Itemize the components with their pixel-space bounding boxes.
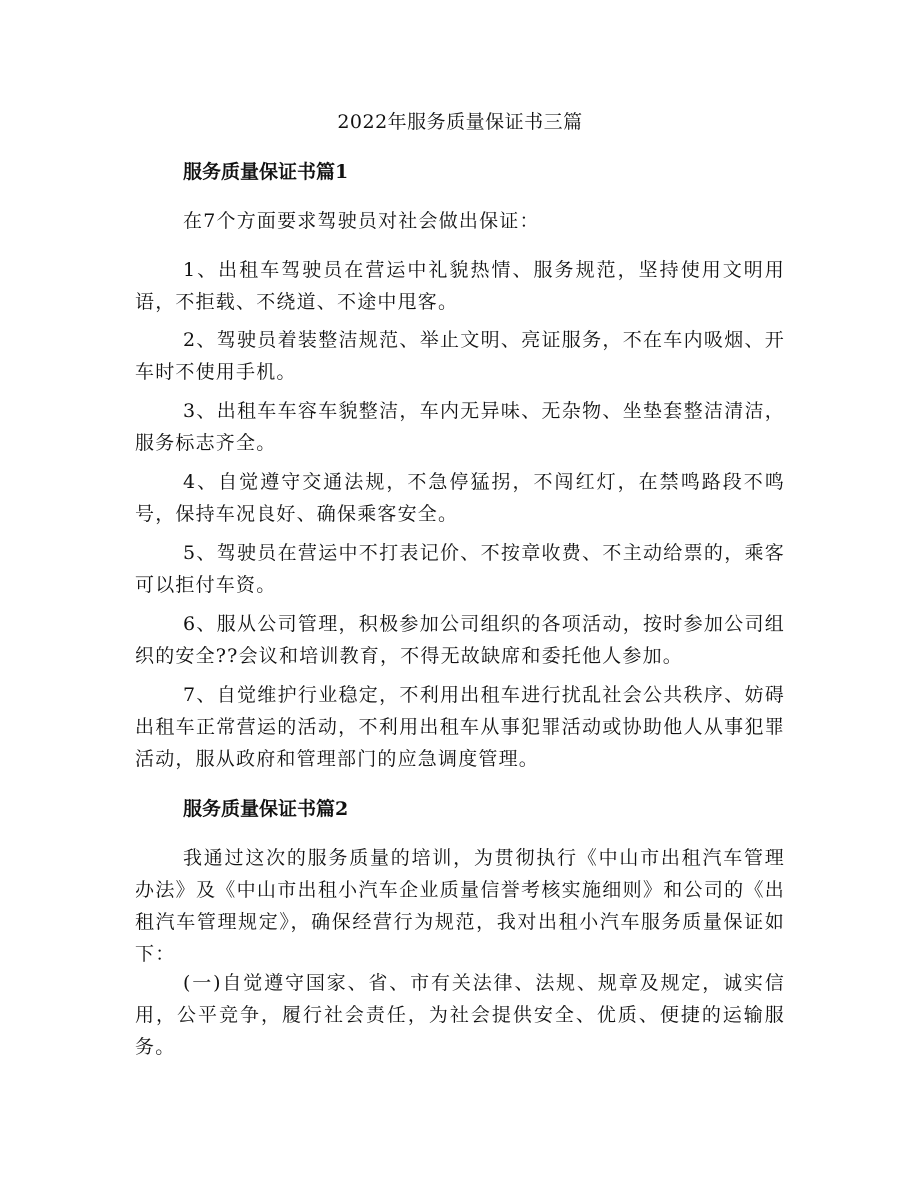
section1-item-1: 1、出租车驾驶员在营运中礼貌热情、服务规范，坚持使用文明用语，不拒载、不绕道、不途中甩客。: [135, 259, 785, 313]
section1-item-5: 5、驾驶员在营运中不打表记价、不按章收费、不主动给票的，乘客可以拒付车资。: [135, 542, 785, 596]
section1-item-4: 4、自觉遵守交通法规，不急停猛拐，不闯红灯，在禁鸣路段不鸣号，保持车况良好、确保乘客安全。: [135, 471, 785, 525]
section1-item-7: 7、自觉维护行业稳定，不利用出租车进行扰乱社会公共秩序、妨碍出租车正常营运的活动，不利用出租车从事犯罪活动或协助他人从事犯罪活动，服从政府和管理部门的应急调度管理。: [135, 684, 785, 770]
section1-item-2: 2、驾驶员着装整洁规范、举止文明、亮证服务，不在车内吸烟、开车时不使用手机。: [135, 329, 785, 383]
section2-item-1: (一)自觉遵守国家、省、市有关法律、法规、规章及规定，诚实信用，公平竞争，履行社会责任，为社会提供安全、优质、便捷的运输服务。: [135, 972, 785, 1058]
document-title: 2022年服务质量保证书三篇: [337, 111, 583, 133]
section1-item-6: 6、服从公司管理，积极参加公司组织的各项活动，按时参加公司组织的安全??会议和培训教育，不得无故缺席和委托他人参加。: [135, 613, 785, 667]
section2-intro: 我通过这次的服务质量的培训，为贯彻执行《中山市出租汽车管理办法》及《中山市出租小汽车企业质量信誉考核实施细则》和公司的《出租汽车管理规定》，确保经营行为规范，我对出租小汽车服务质量保证如下：: [135, 847, 785, 965]
section1-heading: 服务质量保证书篇1: [183, 161, 349, 183]
section1-intro: 在7个方面要求驾驶员对社会做出保证：: [183, 210, 540, 232]
section2-heading: 服务质量保证书篇2: [183, 798, 349, 820]
section1-item-3: 3、出租车车容车貌整洁，车内无异味、无杂物、坐垫套整洁清洁，服务标志齐全。: [135, 400, 785, 454]
